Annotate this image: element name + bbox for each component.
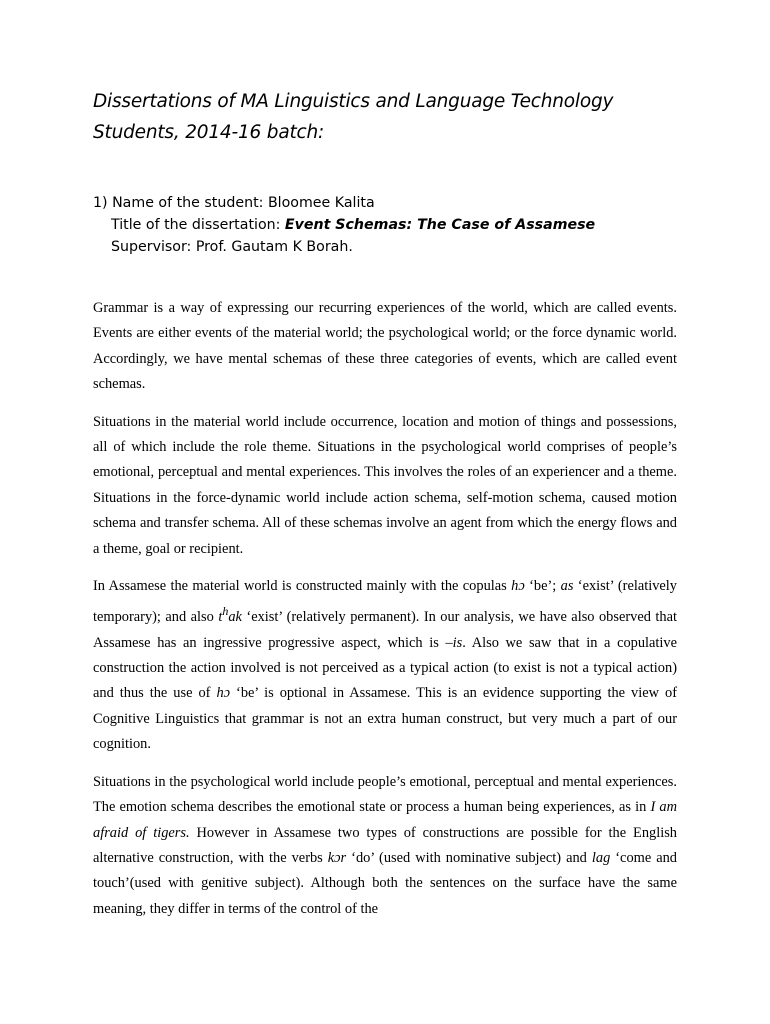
student-name-line: 1) Name of the student: Bloomee Kalita — [93, 195, 375, 211]
text-run: ‘exist’ (relatively permanent). In our analysis, we have also observed that Assamese has an ingressive progressive aspect, which is — [93, 609, 677, 651]
text-run: . Also we saw that in a copulative construction the action involved is not perceived as a typical action (to exist is not a typical action) and thus the use of — [93, 634, 678, 702]
text-run: ‘do’ (used with nominative subject) and — [346, 849, 592, 866]
paragraph-3 — [93, 574, 677, 758]
term-thak-h: h — [222, 604, 229, 619]
term-lag: lag — [591, 849, 611, 866]
text-run: ‘be’ is optional in Assamese. This is an evidence supporting the view of Cognitive Linguistics that grammar is not an extra human construct, but very much a part of our cognition. — [93, 685, 677, 753]
text-run: ‘come and touch’(used with genitive subject). Although both the sentences on the surface have the same meaning, they differ in terms of the control of the — [93, 849, 677, 917]
text-run: ‘be’; — [524, 578, 561, 595]
text-run: However in Assamese two types of constructions are possible for the English alternative construction, with the verbs — [93, 824, 678, 866]
term-thak-t: t — [218, 609, 223, 626]
term-ho: hɔ — [511, 578, 525, 595]
term-ho: hɔ — [216, 685, 231, 702]
text-run: ‘exist’ (relatively temporary); and also — [93, 578, 677, 626]
abstract-body — [93, 296, 677, 934]
supervisor-line: Supervisor: Prof. Gautam K Borah. — [111, 239, 353, 255]
document-title: Dissertations of MA Linguistics and Language Technology Students, 2014-16 batch: — [93, 91, 614, 143]
example-sentence: I am afraid of tigers. — [93, 799, 677, 841]
paragraph-4 — [93, 770, 677, 922]
paragraph-1: Grammar is a way of expressing our recurring experiences of the world, which are called events. Events are either events of the material world; the psychological world; or the force dynamic world. Accordingly, we have mental schemas of these three categories of events, which are called event schemas. — [93, 300, 677, 393]
dissertation-title-line — [93, 214, 713, 236]
paragraph-2: Situations in the material world include occurrence, location and motion of things and possessions, all of which include the role theme. Situations in the psychological world comprises of people’s emotional, perceptual and mental experiences. This involves the roles of an experiencer and a theme. Situations in the force-dynamic world include action schema, self-motion schema, caused motion schema and transfer schema. All of these schemas involve an agent from which the energy flows and a theme, goal or recipient. — [93, 413, 677, 557]
term-thak-ak: ak — [228, 609, 242, 626]
text-run: In Assamese the material world is constructed mainly with the copulas — [93, 578, 512, 595]
term-is: –is — [445, 634, 463, 651]
dissertation-title-prefix: Title of the dissertation: — [111, 217, 285, 233]
text-run: Situations in the psychological world include people’s emotional, perceptual and mental experiences. The emotion schema describes the emotional state or process a human being experiences, as in — [93, 773, 677, 816]
term-kor: kɔr — [327, 849, 347, 866]
student-entry — [93, 192, 713, 258]
dissertation-title: Event Schemas: The Case of Assamese — [284, 217, 596, 233]
term-as: as — [560, 578, 574, 595]
